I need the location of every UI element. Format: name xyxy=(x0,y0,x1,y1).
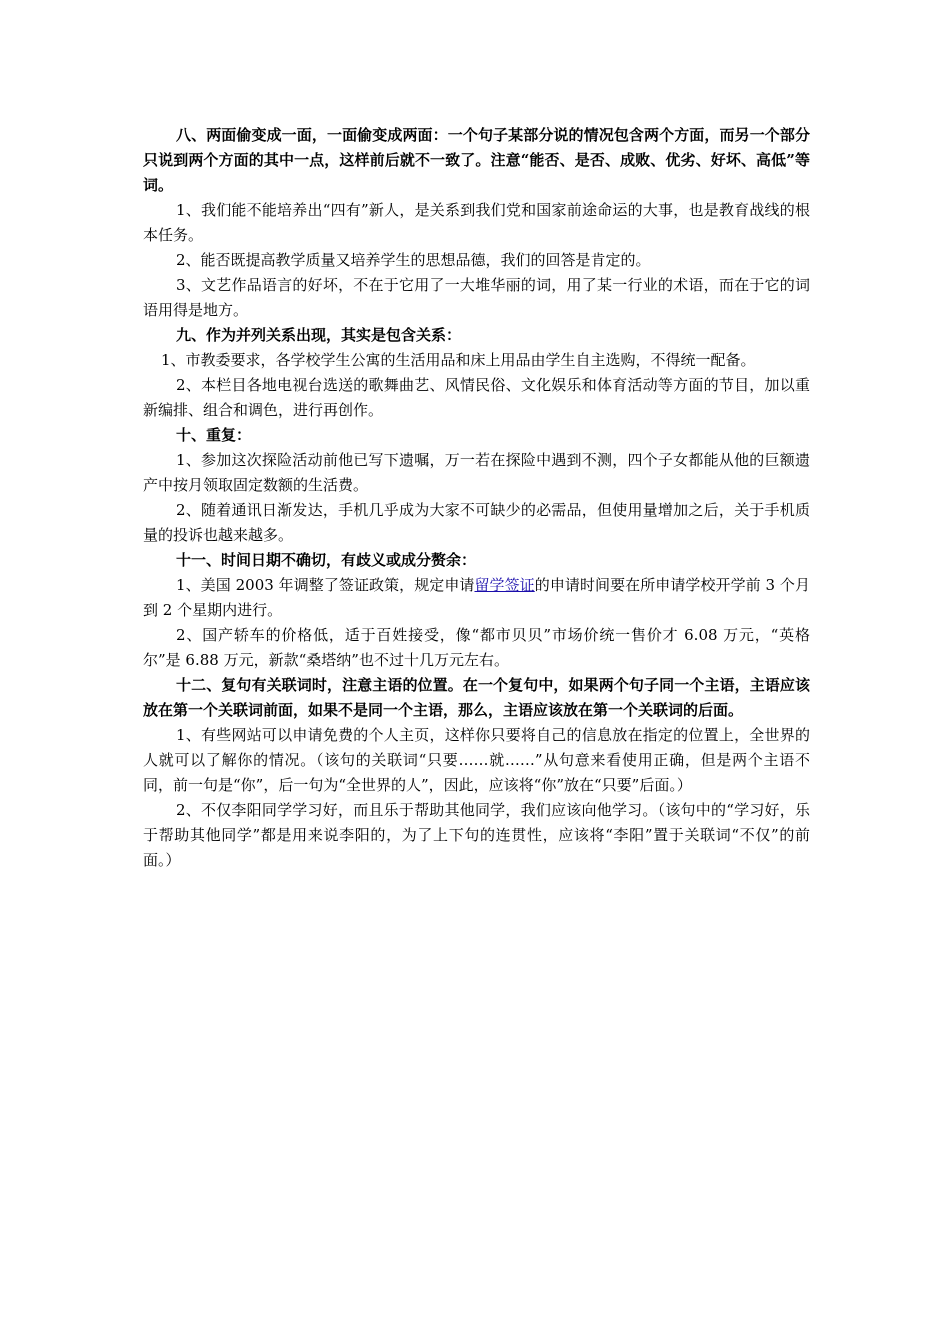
section-9-heading: 九、作为并列关系出现，其实是包含关系： xyxy=(176,326,462,344)
section-12-heading: 十二、复句有关联词时，注意主语的位置。在一个复句中，如果两个句子同一个主语，主语应该放在第一个关联词前面，如果不是同一个主语，那么，主语应该放在第一个关联词的后面。 xyxy=(143,676,810,719)
section-10-heading: 十、重复： xyxy=(176,426,252,444)
section-12-item-2: 2、不仅李阳同学学习好，而且乐于帮助其他同学，我们应该向他学习。（该句中的“学习好，乐于帮助其他同学”都是用来说李阳的，为了上下句的连贯性，应该将“李阳”置于关联词“不仅”的前面。） xyxy=(143,801,810,869)
section-11-item-1-text-before: 1、美国 2003 年调整了签证政策，规定申请 xyxy=(176,576,475,594)
section-9-item-1: 1、市教委要求，各学校学生公寓的生活用品和床上用品由学生自主选购，不得统一配备。 xyxy=(161,351,756,369)
study-visa-link[interactable]: 留学签证 xyxy=(474,576,535,594)
section-11-item-1-text-after: 的申请时间要在所申请学校开学前 3 个月到 2 个星期内进行。 xyxy=(143,576,810,619)
section-8-item-1: 1、我们能不能培养出“四有”新人，是关系到我们党和国家前途命运的大事，也是教育战线的根本任务。 xyxy=(143,201,810,244)
section-10-item-2: 2、随着通讯日渐发达，手机几乎成为大家不可缺少的必需品，但使用量增加之后，关于手机质量的投诉也越来越多。 xyxy=(143,501,810,544)
section-11-item-2: 2、国产轿车的价格低，适于百姓接受，像“都市贝贝”市场价统一售价才 6.08 万元，“英格尔”是 6.88 万元，新款“桑塔纳”也不过十几万元左右。 xyxy=(143,626,810,669)
section-8-item-2: 2、能否既提高教学质量又培养学生的思想品德，我们的回答是肯定的。 xyxy=(176,251,651,269)
section-10-item-1: 1、参加这次探险活动前他已写下遗嘱，万一若在探险中遇到不测，四个子女都能从他的巨额遗产中按月领取固定数额的生活费。 xyxy=(143,451,810,494)
section-9-item-2: 2、本栏目各地电视台选送的歌舞曲艺、风情民俗、文化娱乐和体育活动等方面的节目，加以重新编排、组合和调色，进行再创作。 xyxy=(143,376,810,419)
section-11-heading: 十一、时间日期不确切，有歧义或成分赘余： xyxy=(176,551,477,569)
section-11-item-1 xyxy=(143,573,810,623)
section-12-item-1: 1、有些网站可以申请免费的个人主页，这样你只要将自己的信息放在指定的位置上，全世界的人就可以了解你的情况。（该句的关联词“只要……就……”从句意来看使用正确，但是两个主语不同，前一句是“你”，后一句为“全世界的人”，因此，应该将“你”放在“只要”后面。） xyxy=(143,726,810,794)
section-8-heading: 八、两面偷变成一面，一面偷变成两面：一个句子某部分说的情况包含两个方面，而另一个部分只说到两个方面的其中一点，这样前后就不一致了。注意“能否、是否、成败、优劣、好坏、高低”等词。 xyxy=(143,126,810,194)
document-page xyxy=(143,123,810,873)
section-8-item-3: 3、文艺作品语言的好坏，不在于它用了一大堆华丽的词，用了某一行业的术语，而在于它的词语用得是地方。 xyxy=(143,276,810,319)
